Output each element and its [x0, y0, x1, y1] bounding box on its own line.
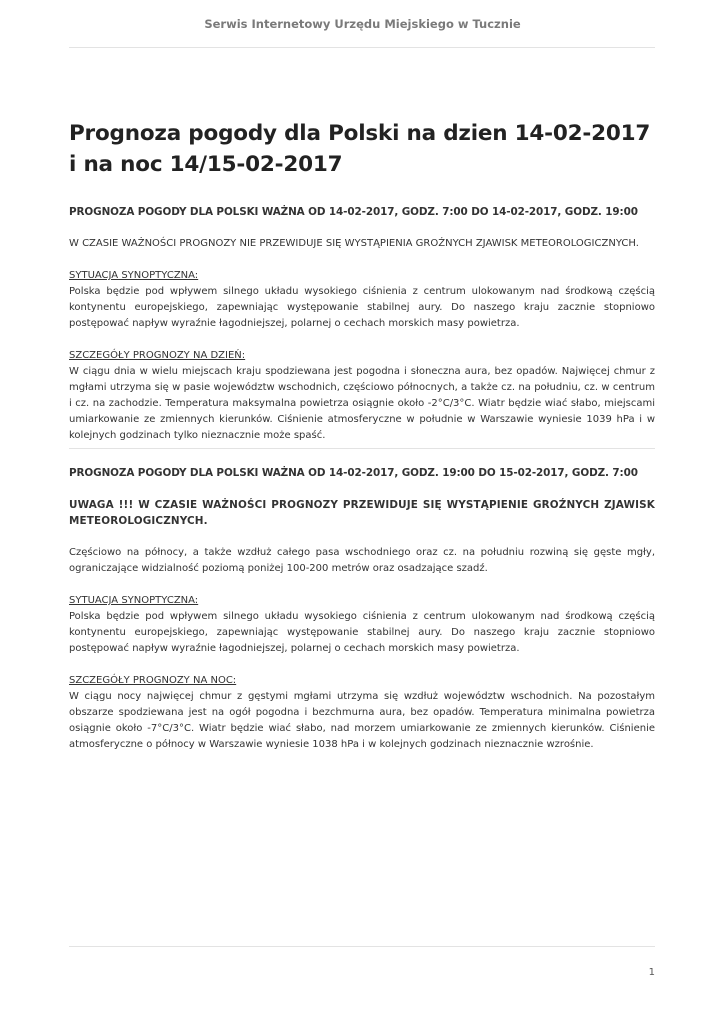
night-synoptic-label: SYTUACJA SYNOPTYCZNA:: [69, 595, 199, 606]
day-forecast-heading: PROGNOZA POGODY DLA POLSKI WAŻNA OD 14-02-2017, GODZ. 7:00 DO 14-02-2017, GODZ. 19:00: [69, 206, 638, 218]
day-details-label: SZCZEGÓŁY PROGNOZY NA DZIEŃ:: [69, 350, 246, 361]
day-synoptic-label: SYTUACJA SYNOPTYCZNA:: [69, 270, 199, 281]
footer-divider: [69, 946, 655, 947]
site-header-title: Serwis Internetowy Urzędu Miejskiego w Tucznie: [204, 17, 521, 31]
day-details-text: W ciągu dnia w wielu miejscach kraju spodziewana jest pogodna i słoneczna aura, bez opadów. Najwięcej chmur z mgłami utrzyma się w pasie województw wschodnich, częściowo północnych, a także cz. na południu, cz. w centrum i cz. na zachodzie. Temperatura maksymalna powietrza osiągnie około -2°C/3°C. Wiatr będzie wiać słabo, miejscami umiarkowanie ze zmiennych kierunków. Ciśnienie atmosferyczne w południe w Warszawie wyniesie 1039 hPa i w kolejnych godzinach tylko nieznacznie może spaść.: [69, 366, 655, 441]
night-synoptic-text: Polska będzie pod wpływem silnego układu wysokiego ciśnienia z centrum ulokowanym nad środkową częścią kontynentu europejskiego, zapewniając występowanie stabilnej aury. Do naszego kraju zacznie stopniowo postępować napływ wyraźnie łagodniejszej, polarnej o cechach morskich masy powietrza.: [69, 611, 655, 654]
night-details-label: SZCZEGÓŁY PROGNOZY NA NOC:: [69, 675, 237, 686]
night-warning-text: Częściowo na północy, a także wzdłuż całego pasa wschodniego oraz cz. na południu rozwiną się gęste mgły, ograniczające widzialność poziomą poniżej 100-200 metrów oraz osadzające szadź.: [69, 547, 655, 574]
page-title: Prognoza pogody dla Polski na dzien 14-02-2017 i na noc 14/15-02-2017: [69, 121, 651, 177]
section-divider: [69, 448, 655, 449]
page-number: 1: [648, 967, 655, 978]
header-divider: [69, 47, 655, 48]
night-forecast-warning: UWAGA !!! W CZASIE WAŻNOŚCI PROGNOZY PRZEWIDUJE SIĘ WYSTĄPIENIE GROŹNYCH ZJAWISK METEOROLOGICZNYCH.: [69, 499, 655, 527]
night-details-text: W ciągu nocy najwięcej chmur z gęstymi mgłami utrzyma się wzdłuż województw wschodnich. Na pozostałym obszarze spodziewana jest na ogół pogodna i bezchmurna aura, bez opadów. Temperatura minimalna powietrza osiągnie około -7°C/3°C. Wiatr będzie wiać słabo, nad morzem umiarkowanie ze zmiennych kierunków. Ciśnienie atmosferyczne o północy w Warszawie wyniesie 1038 hPa i w kolejnych godzinach nieznacznie wzrośnie.: [69, 691, 655, 750]
day-synoptic-text: Polska będzie pod wpływem silnego układu wysokiego ciśnienia z centrum ulokowanym nad środkową częścią kontynentu europejskiego, zapewniając występowanie stabilnej aury. Do naszego kraju zacznie stopniowo postępować napływ wyraźnie łagodniejszej, polarnej o cechach morskich masy powietrza.: [69, 286, 655, 329]
night-forecast-section: [69, 465, 655, 753]
day-forecast-warning: W CZASIE WAŻNOŚCI PROGNOZY NIE PRZEWIDUJE SIĘ WYSTĄPIENIA GROŹNYCH ZJAWISK METEOROLOGICZNYCH.: [69, 238, 639, 249]
day-forecast-section: [69, 204, 655, 444]
night-forecast-heading: PROGNOZA POGODY DLA POLSKI WAŻNA OD 14-02-2017, GODZ. 19:00 DO 15-02-2017, GODZ. 7:00: [69, 467, 638, 479]
